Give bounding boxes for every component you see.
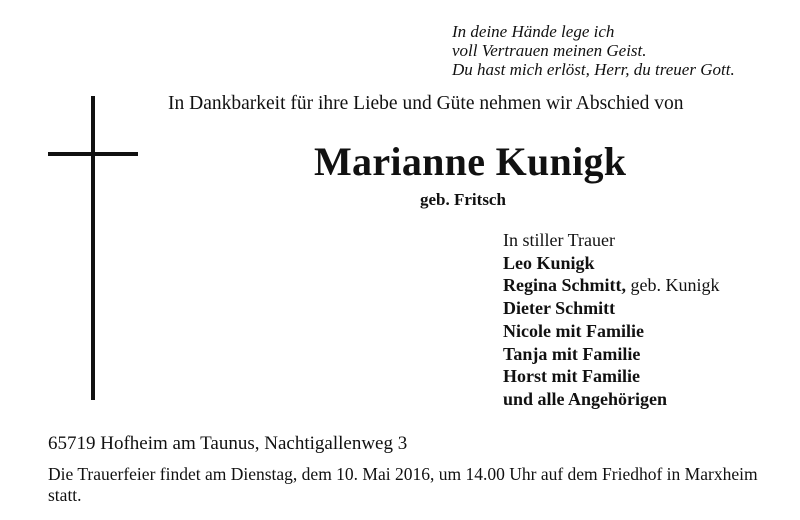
mourner-name: Tanja mit Familie bbox=[503, 343, 641, 364]
verse-line: Du hast mich erlöst, Herr, du treuer Gott. bbox=[452, 60, 735, 79]
verse-line: In deine Hände lege ich bbox=[452, 22, 615, 41]
mourner-name: Horst mit Familie bbox=[503, 366, 640, 387]
mourner-name: Dieter Schmitt bbox=[503, 298, 616, 319]
farewell-intro: In Dankbarkeit für ihre Liebe und Güte nehmen wir Abschied von bbox=[168, 93, 684, 114]
mourner-birth-name: geb. Kunigk bbox=[626, 275, 720, 296]
mourners-list bbox=[503, 229, 720, 411]
cross-horizontal-bar bbox=[48, 152, 138, 156]
family-address: 65719 Hofheim am Taunus, Nachtigallenweg 3 bbox=[48, 433, 408, 454]
funeral-service-info: Die Trauerfeier findet am Dienstag, dem 10. Mai 2016, um 14.00 Uhr auf dem Friedhof in Marxheim statt. bbox=[48, 464, 758, 505]
cross-vertical-bar bbox=[91, 96, 95, 400]
deceased-name: Marianne Kunigk bbox=[314, 139, 627, 184]
mourner-name: Leo Kunigk bbox=[503, 252, 595, 273]
bible-verse bbox=[452, 22, 792, 79]
mourner-entry bbox=[503, 274, 720, 297]
mourners-heading: In stiller Trauer bbox=[503, 230, 615, 250]
mourner-name: Regina Schmitt, bbox=[503, 275, 626, 296]
verse-line: voll Vertrauen meinen Geist. bbox=[452, 41, 647, 60]
mourner-name: Nicole mit Familie bbox=[503, 320, 644, 341]
mourner-name: und alle Angehörigen bbox=[503, 388, 668, 409]
birth-name: geb. Fritsch bbox=[420, 190, 506, 209]
